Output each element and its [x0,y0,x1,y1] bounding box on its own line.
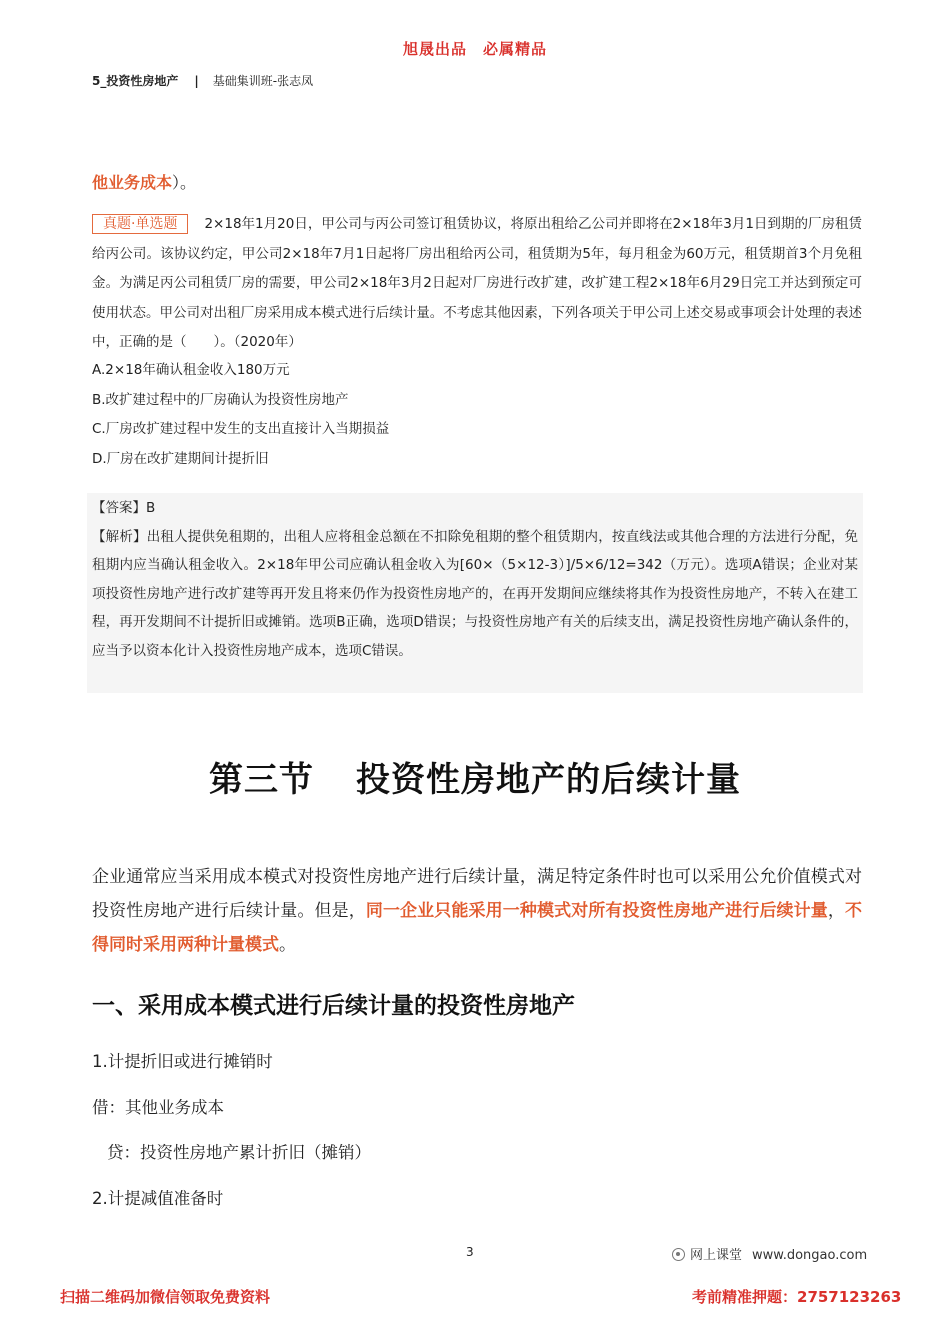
answer-line: 【答案】B [92,500,156,516]
entry-debit: 借：其他业务成本 [92,1098,224,1117]
logo-icon [672,1248,685,1261]
running-header [92,72,313,89]
question-tag: 真题·单选题 [92,214,188,234]
option-a: A.2×18年确认租金收入180万元 [92,362,290,378]
brand-banner: 旭晟出品 必属精品 [402,40,547,58]
option-d: D.厂房在改扩建期间计提折旧 [92,450,269,467]
intro-highlight-2: 不得同时采用两种计量模式 [92,901,863,955]
intro-highlight-1: 同一企业只能采用一种模式对所有投资性房地产进行后续计量 [365,901,828,921]
site-url: www.dongao.com [752,1248,868,1263]
intro-paragraph [92,860,862,962]
footer-left-note: 扫描二维码加微信领取免费资料 [60,1288,271,1306]
answer-box [87,493,863,693]
subsection-heading: 一、采用成本模式进行后续计量的投资性房地产 [92,993,575,1019]
site-logo [672,1244,867,1263]
intro-end: 。 [279,935,296,955]
intro-normal: 企业通常应当采用成本模式对投资性房地产进行后续计量，满足特定条件时也可以采用公允价值模式对投资性房地产进行后续计量。但是， [92,867,862,921]
section-name: 投资性房地产的后续计量 [356,760,741,800]
page-number: 3 [466,1245,474,1259]
footer-right-note: 考前精准押题：2757123263 [692,1288,902,1306]
course-name: 基础集训班-张志凤 [212,74,314,88]
logo-text: 网上课堂 [690,1248,743,1263]
header-separator: | [194,74,199,88]
question-block [92,210,862,358]
option-b: B.改扩建过程中的厂房确认为投资性房地产 [92,391,349,408]
entry-item-2: 2.计提减值准备时 [92,1189,224,1208]
continued-tail: ）。 [172,173,197,192]
intro-comma: ， [827,901,846,921]
continued-text [92,170,196,193]
option-c: C.厂房改扩建过程中发生的支出直接计入当期损益 [92,421,390,437]
section-number: 第三节 [209,760,314,800]
chapter-title: 5_投资性房地产 [92,74,179,88]
question-options [92,356,389,474]
entry-item-1: 1.计提折旧或进行摊销时 [92,1052,273,1071]
continued-red-text: 他业务成本 [92,173,173,192]
section-title [0,752,950,801]
question-text: 2×18年1月20日，甲公司与丙公司签订租赁协议，将原出租给乙公司并即将在2×18年3月1日到期的厂房租赁给丙公司。该协议约定，甲公司2×18年7月1日起将厂房出租给丙公司，租赁期为5年，每月租金为60万元，租赁期首3个月免租金。为满足丙公司租赁厂房的需要，甲公司2×18年3月2日起对厂房进行改扩建，改扩建工程2×18年6月29日完工并达到预定可使用状态。甲公司对出租厂房采用成本模式进行后续计量。不考虑其他因素，下列各项关于甲公司上述交易或事项会计处理的表述中，正确的是（ ）。（2020年） [92,216,862,350]
analysis-text: 【解析】出租人提供免租期的，出租人应将租金总额在不扣除免租期的整个租赁期内，按直线法或其他合理的方法进行分配，免租期内应当确认租金收入。2×18年甲公司应确认租金收入为[60×（5×12-3）]/5×6/12=342（万元）。选项A错误；企业对某项投资性房地产进行改扩建等再开发且将来仍作为投资性房地产的，在再开发期间应继续将其作为投资性房地产，不转入在建工程，再开发期间不计提折旧或摊销。选项B正确，选项D错误；与投资性房地产有关的后续支出，满足投资性房地产确认条件的，应当予以资本化计入投资性房地产成本，选项C错误。 [92,528,858,659]
entry-credit: 贷：投资性房地产累计折旧（摊销） [107,1143,371,1162]
